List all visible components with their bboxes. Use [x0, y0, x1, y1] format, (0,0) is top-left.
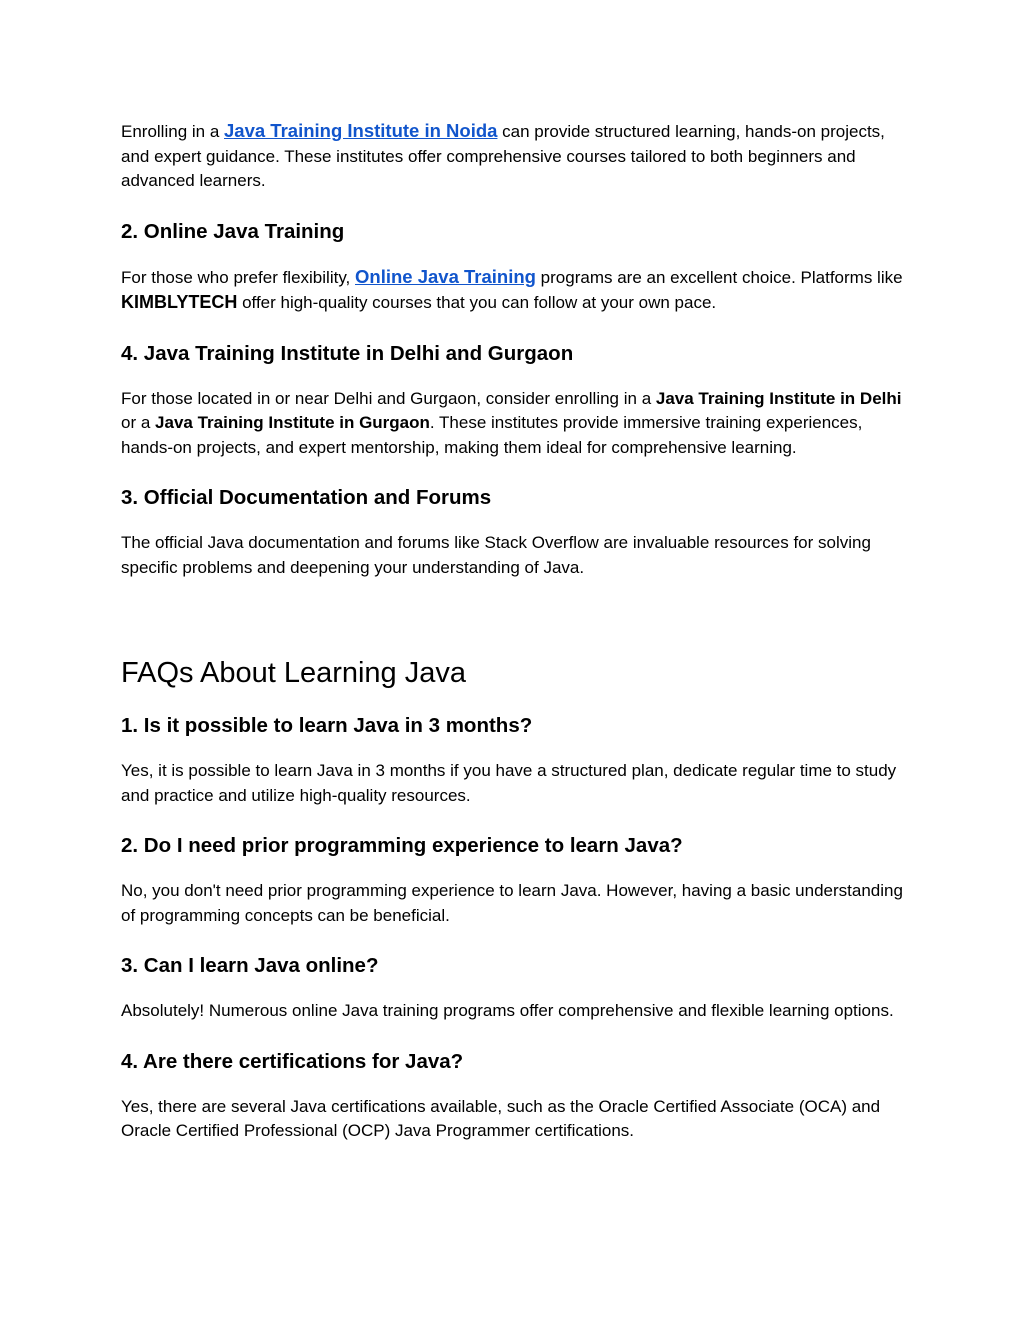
bold-institute-delhi: Java Training Institute in Delhi — [655, 388, 902, 408]
faq-answer: Yes, there are several Java certifications available, such as the Oracle Certified Associate (OCA) and Oracle Certified Professional (OCP) Java Programmer certifications. — [121, 1096, 881, 1140]
intro-text-start: Enrolling in a — [121, 122, 225, 141]
heading-delhi-gurgaon: 4. Java Training Institute in Delhi and Gurgaon — [121, 341, 574, 365]
docs-paragraph: The official Java documentation and forums like Stack Overflow are invaluable resources for solving specific problems and deepening your understanding of Java. — [121, 533, 871, 577]
online-text-mid: programs are an excellent choice. Platforms like — [535, 267, 903, 287]
online-text-start: For those who prefer flexibility, — [121, 267, 355, 287]
faq-list — [121, 713, 911, 1144]
delhi-text-start: For those located in or near Delhi and Gurgaon, consider enrolling in a — [121, 388, 656, 408]
delhi-paragraph — [121, 387, 911, 461]
heading-official-docs: 3. Official Documentation and Forums — [121, 486, 492, 509]
link-java-training-noida[interactable]: Java Training Institute in Noida — [224, 120, 498, 141]
intro-paragraph — [121, 119, 911, 194]
faq-item — [121, 1049, 911, 1144]
faq-question: 3. Can I learn Java online? — [121, 954, 379, 977]
faq-question: 4. Are there certifications for Java? — [121, 1049, 464, 1073]
faq-answer: Absolutely! Numerous online Java training programs offer comprehensive and flexible learning options. — [121, 1001, 894, 1020]
online-paragraph — [121, 265, 911, 316]
online-text-end: offer high-quality courses that you can follow at your own pace. — [237, 293, 717, 312]
faq-answer: No, you don't need prior programming experience to learn Java. However, having a basic understanding of programming concepts can be beneficial. — [121, 881, 903, 925]
delhi-text-end: . These institutes provide immersive training experiences, hands-on projects, and expert mentorship, making them ideal for comprehensive learning. — [121, 413, 863, 457]
faq-answer: Yes, it is possible to learn Java in 3 months if you have a structured plan, dedicate regular time to study and practice and utilize high-quality resources. — [121, 761, 897, 805]
faq-item — [121, 953, 911, 1024]
heading-online-java-training: 2. Online Java Training — [121, 219, 345, 243]
faq-item — [121, 713, 911, 808]
delhi-text-mid: or a — [121, 413, 156, 432]
faq-item — [121, 833, 911, 928]
intro-text-end: can provide structured learning, hands-on projects, and expert guidance. These institutes offer comprehensive courses tailored to both beginners and advanced learners. — [121, 122, 885, 190]
document-page — [121, 119, 911, 1144]
brand-kimblytech: KIMBLYTECH — [121, 292, 238, 312]
faq-question: 2. Do I need prior programming experience to learn Java? — [121, 834, 683, 857]
link-online-java-training[interactable]: Online Java Training — [355, 265, 536, 287]
faqs-title: FAQs About Learning Java — [121, 657, 466, 689]
bold-institute-gurgaon: Java Training Institute in Gurgaon — [155, 413, 430, 432]
faq-question: 1. Is it possible to learn Java in 3 months? — [121, 714, 533, 737]
